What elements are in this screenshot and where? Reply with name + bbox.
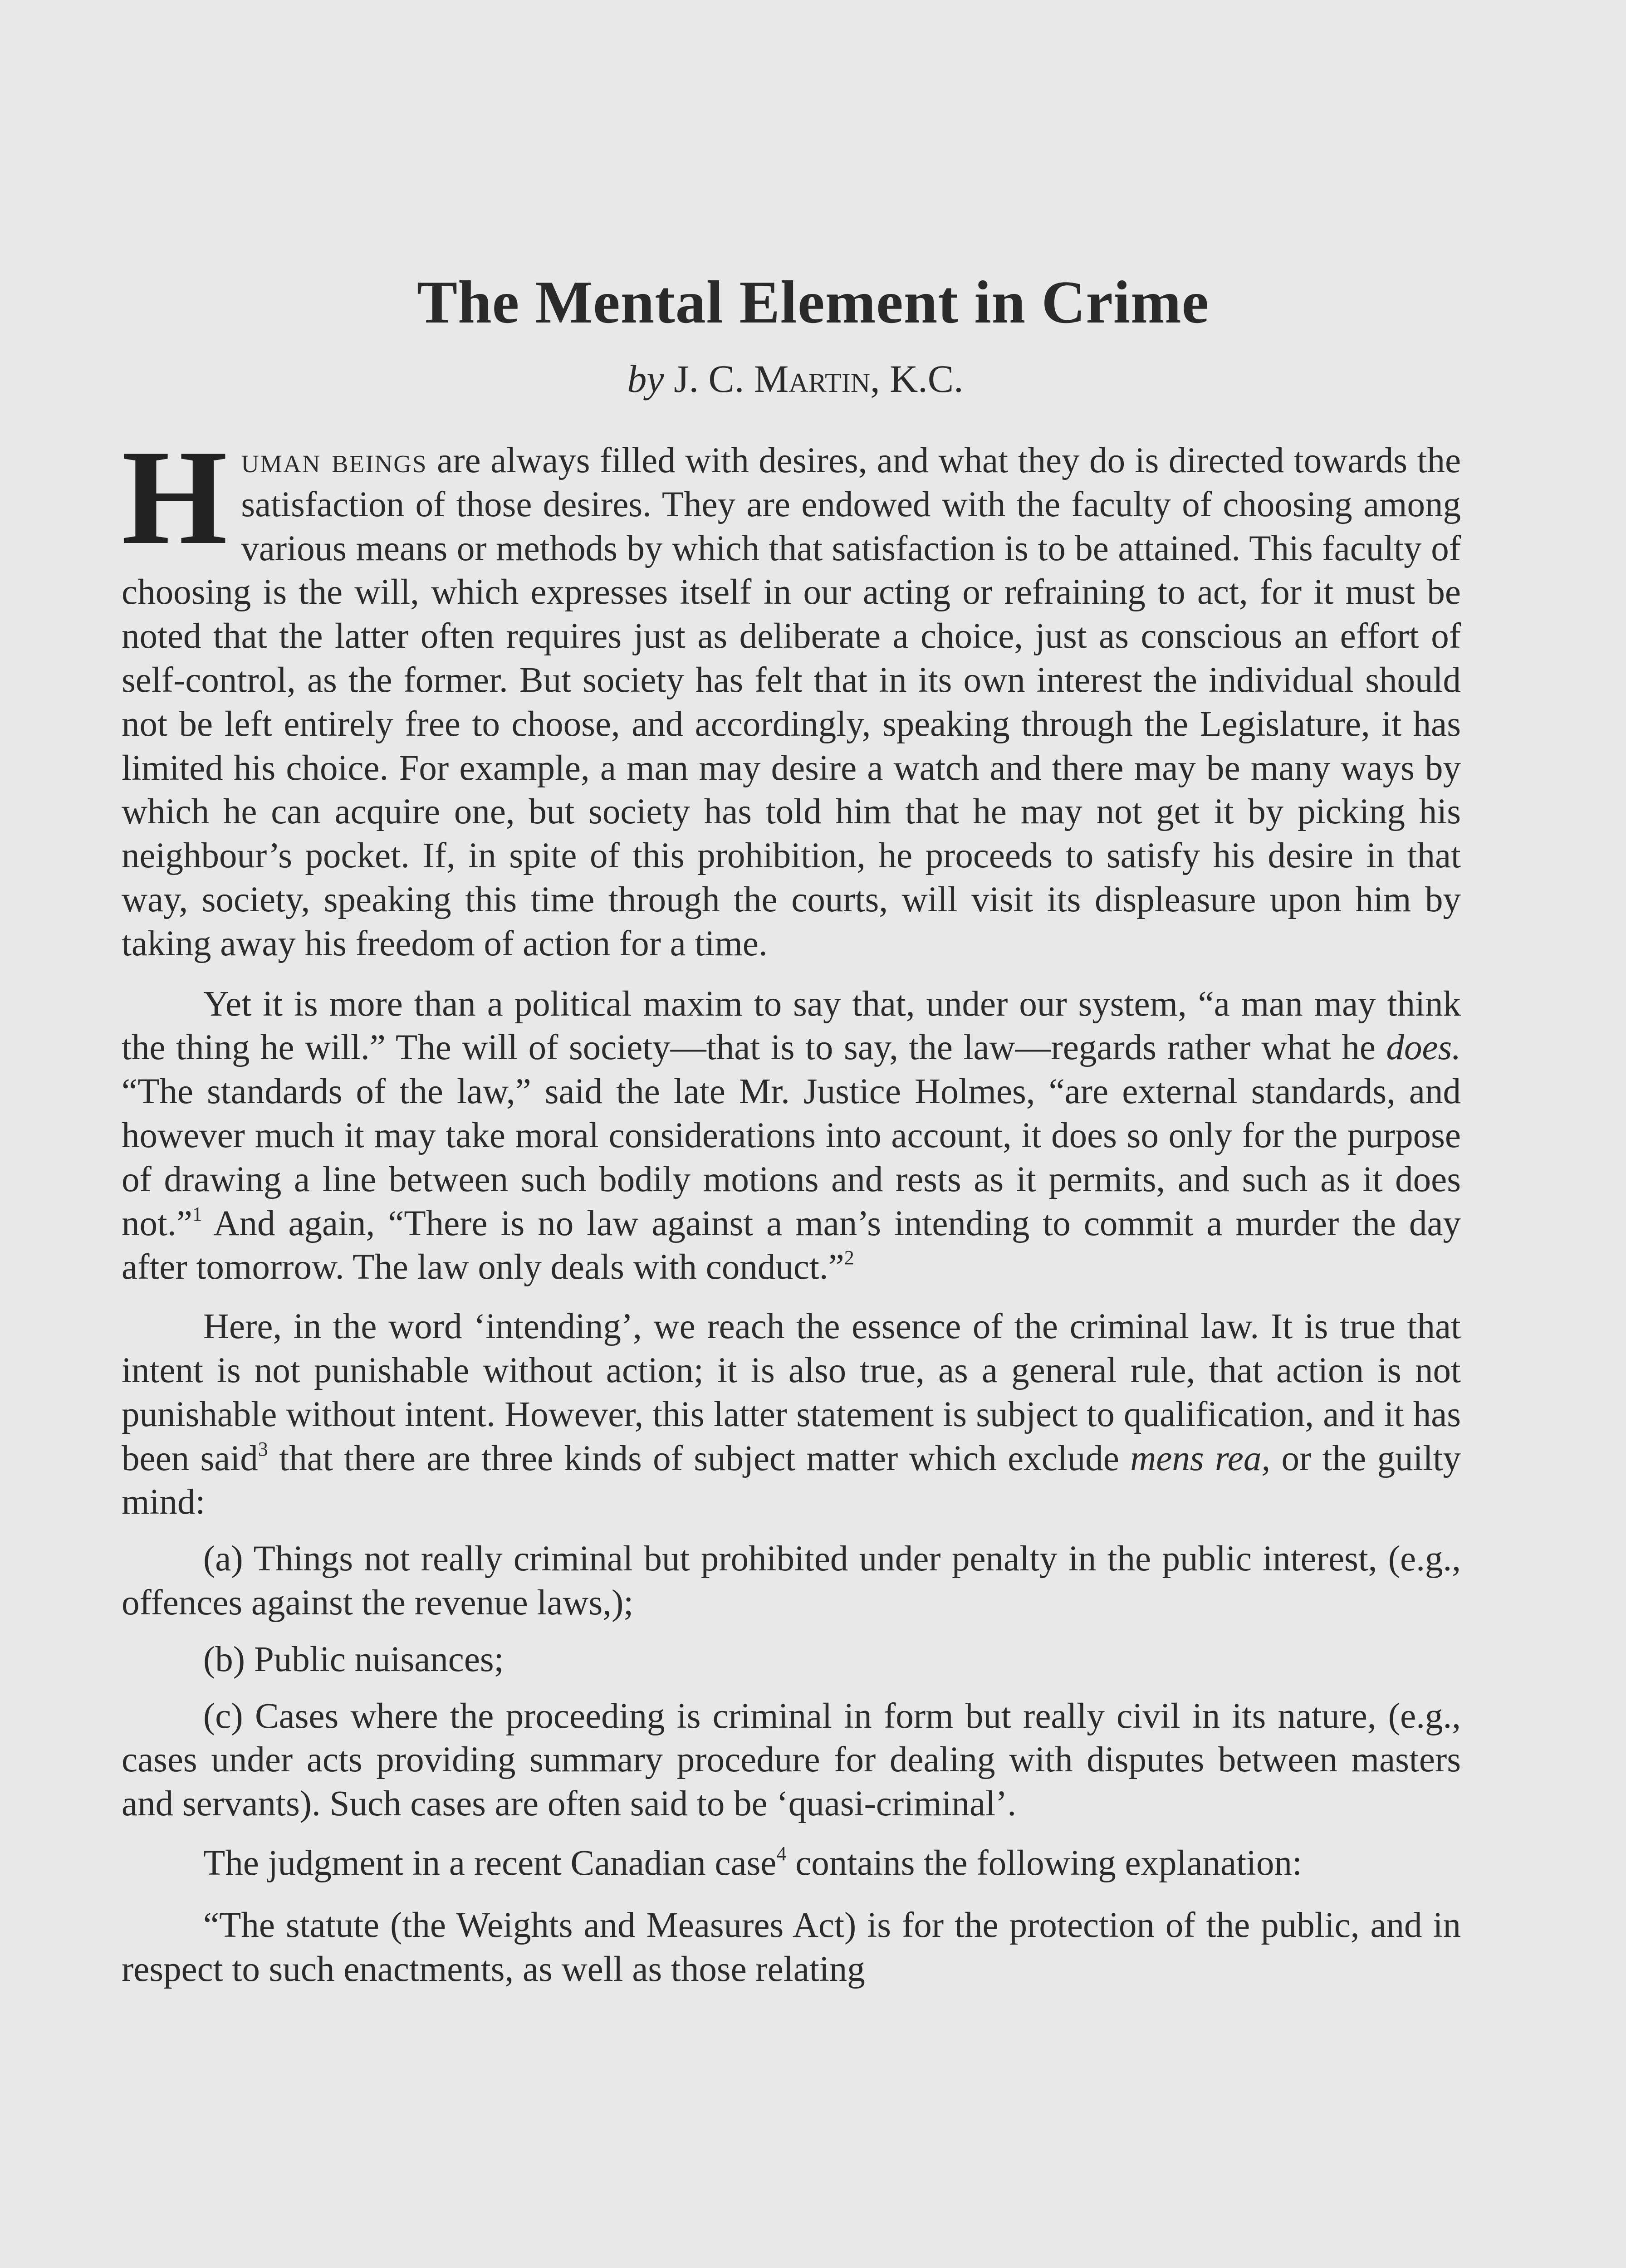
emphasis-mens-rea: mens rea, [1130,1438,1271,1478]
footnote-ref-4[interactable]: 4 [776,1842,787,1865]
article-body [122,422,1461,1991]
article-title: The Mental Element in Crime [416,269,1210,336]
paragraph-1 [122,422,1461,966]
drop-cap: H [122,422,228,572]
footnote-ref-1[interactable]: 1 [192,1202,202,1225]
footnote-ref-2[interactable]: 2 [844,1246,854,1269]
paragraph-4: The judgment in a recent Canadian case$^4$ contains the following explanation: [203,1842,1302,1883]
list-item-c: (c) Cases where the proceeding is criminal in form but really civil in its nature, (e.g., cases under acts providing summary procedure for dealing with disputes between masters and servants). Such cases are often said to be ‘quasi-criminal’. [122,1696,1461,1824]
paragraph-3: Here, in the word ‘intending’, we reach the essence of the criminal law. It is true that intent is not punishable without action; it is also true, as a general rule, that action is not punishable without intent. However, this latter statement is subject to qualification, and it has been said$^3$ that there are three kinds of subject matter which exclude mens rea, or the guilty mind: [122,1307,1461,1522]
footnote-ref-3[interactable]: 3 [258,1437,268,1460]
byline-author: J. C. Martin, K.C. [674,357,964,401]
paragraph-5: “The statute (the Weights and Measures Act) is for the protection of the public, and in respect to such enactments, as well as those relating [122,1905,1461,1989]
paragraph-2: Yet it is more than a political maxim to say that, under our system, “a man may think the thing he will.” The will of society—that is to say, the law—regards rather what he does. “The standards of the law,” said the late Mr. Justice Holmes, “are external standards, and however much it may take moral considerations into account, it does so only for the purpose of drawing a line between such bodily motions and rests as it permits, and such as it does not.”$^1$ And again, “There is no law against a man’s intending to commit a murder the day after tomorrow. The law only deals with conduct.”$^2$ [122,984,1461,1287]
paragraph-1-text: are always filled with desires, and what they do is directed towards the satisfaction of those desires. They are endowed with the faculty of choosing among various means or methods by which that satisfaction is to be attained. This faculty of choosing is the will, which expresses itself in our acting or refraining to act, for it must be noted that the latter often requires just as deliberate a choice, just as conscious an effort of self-control, as the former. But society has felt that in its own interest the individual should not be left entirely free to choose, and accordingly, speaking through the Legislature, it has limited his choice. For example, a man may desire a watch and there may be many ways by which he can acquire one, but society has told him that he may not get it by picking his neighbour’s pocket. If, in spite of this prohibition, he proceeds to satisfy his desire in that way, society, speaking this time through the courts, will visit its displeasure upon him by taking away his freedom of action for a time. [122,441,1461,963]
byline-by: by [627,357,664,401]
lead-in-smallcaps: uman beings [241,441,427,480]
list-item-b: (b) Public nuisances; [203,1639,504,1679]
article-byline [0,354,1591,404]
list-item-a: (a) Things not really criminal but prohibited under penalty in the public interest, (e.g., offences against the revenue laws,); [122,1539,1461,1623]
emphasis-does: does. [1386,1028,1461,1068]
